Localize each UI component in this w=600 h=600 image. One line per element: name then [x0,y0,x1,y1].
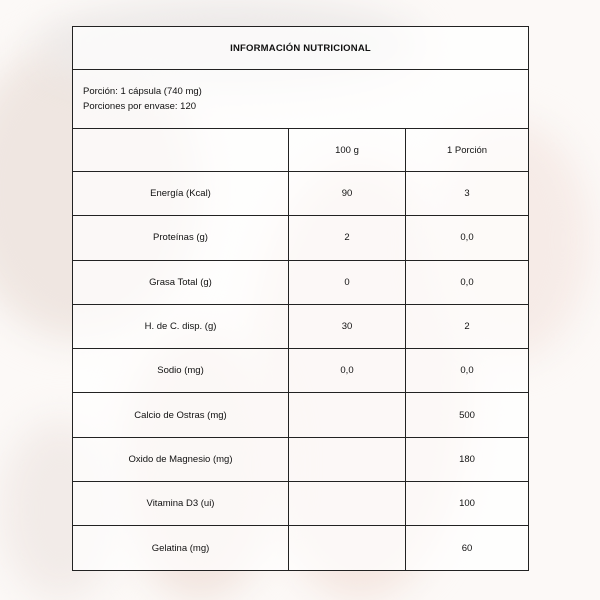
value-per-100g: 90 [289,172,406,216]
value-per-portion: 0,0 [406,349,529,393]
portion-text: Porción: 1 cápsula (740 mg) [83,86,202,97]
table-title-row [73,27,529,70]
nutrient-label: Oxido de Magnesio (mg) [73,437,289,481]
table-row [73,216,529,260]
value-per-100g: 0 [289,260,406,304]
table-row [73,526,529,570]
value-per-100g: 0,0 [289,349,406,393]
value-per-100g [289,526,406,570]
table-row [73,304,529,348]
servings-per-container-text: Porciones por envase: 120 [83,101,197,112]
value-per-100g [289,437,406,481]
value-per-portion: 60 [406,526,529,570]
table-title: INFORMACIÓN NUTRICIONAL [73,27,529,70]
value-per-portion: 2 [406,304,529,348]
nutrient-label: Grasa Total (g) [73,260,289,304]
value-per-portion: 500 [406,393,529,437]
table-row [73,393,529,437]
nutrition-table [72,26,529,571]
value-per-portion: 0,0 [406,260,529,304]
nutrient-label: Calcio de Ostras (mg) [73,393,289,437]
value-per-portion: 3 [406,172,529,216]
table-row [73,349,529,393]
table-row [73,260,529,304]
nutrient-label: Gelatina (mg) [73,526,289,570]
nutrient-label: Proteínas (g) [73,216,289,260]
value-per-100g: 2 [289,216,406,260]
value-per-100g: 30 [289,304,406,348]
value-per-100g [289,393,406,437]
serving-info [73,70,529,129]
column-header-100g: 100 g [289,129,406,172]
value-per-portion: 180 [406,437,529,481]
column-header-row [73,129,529,172]
value-per-portion: 100 [406,482,529,526]
table-row [73,482,529,526]
nutrient-label: Sodio (mg) [73,349,289,393]
table-row [73,172,529,216]
column-header-portion: 1 Porción [406,129,529,172]
serving-info-row [73,70,529,129]
column-header-label [73,129,289,172]
nutrient-label: H. de C. disp. (g) [73,304,289,348]
nutrient-label: Vitamina D3 (ui) [73,482,289,526]
nutrient-label: Energía (Kcal) [73,172,289,216]
value-per-portion: 0,0 [406,216,529,260]
value-per-100g [289,482,406,526]
table-row [73,437,529,481]
